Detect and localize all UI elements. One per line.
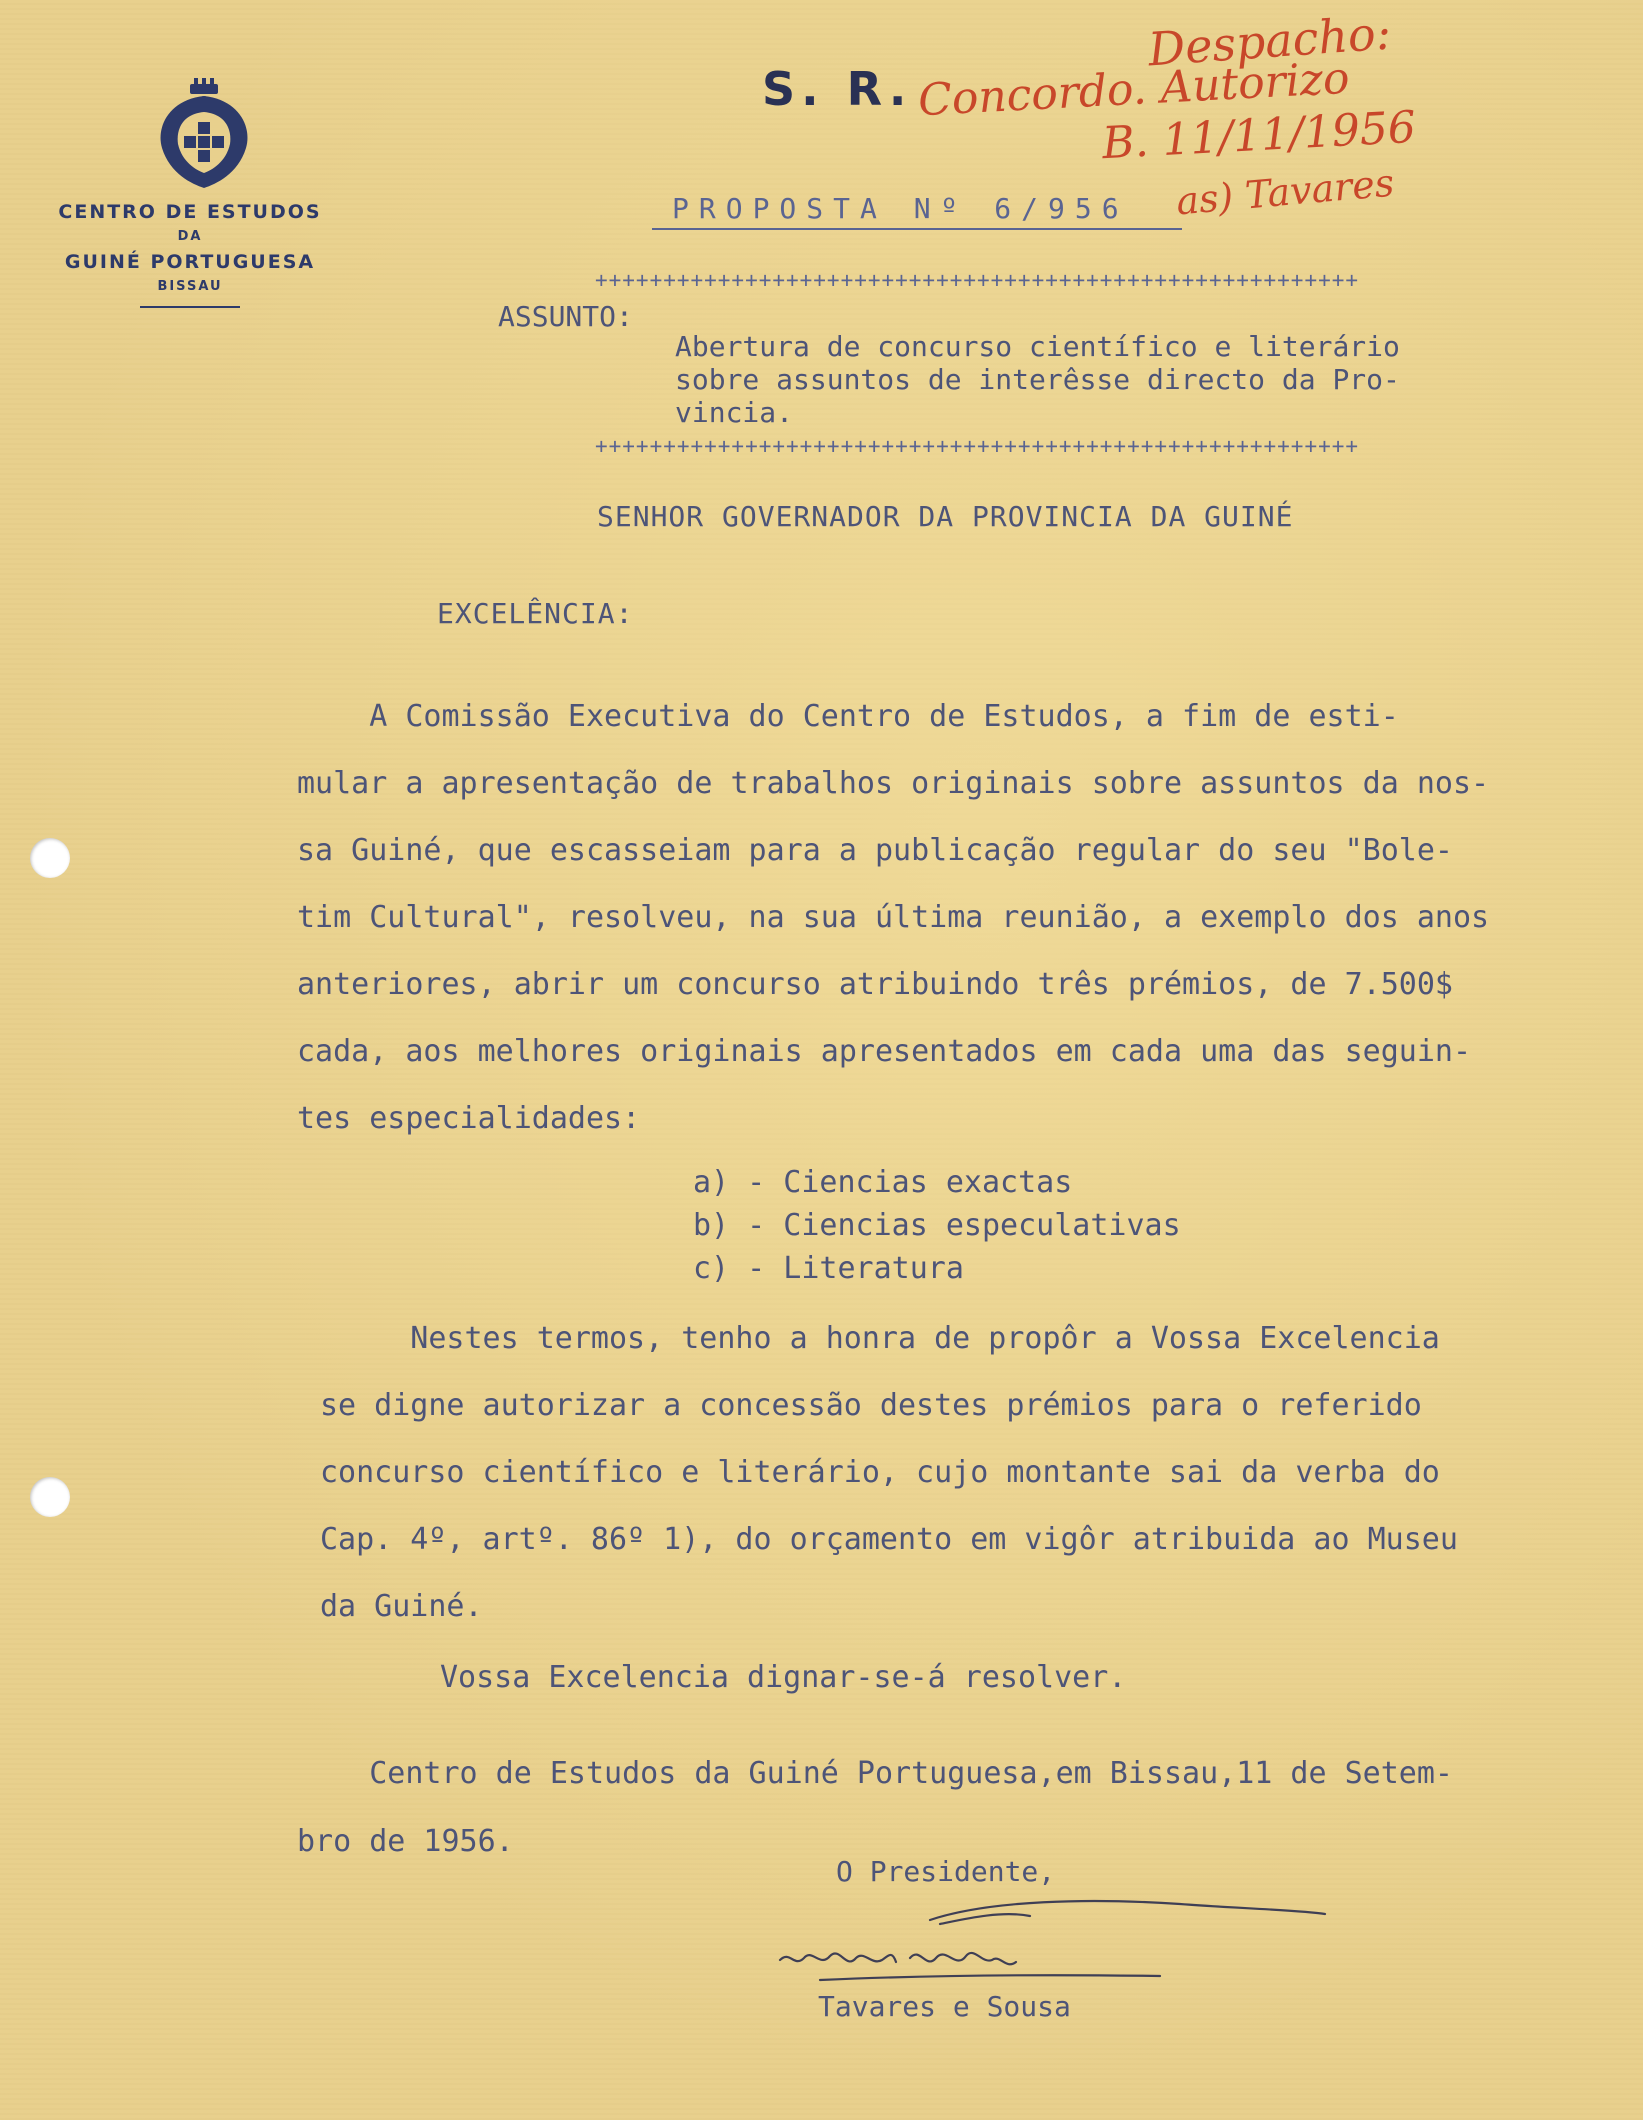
body-line: da Guiné. — [320, 1589, 483, 1624]
subject-text — [675, 330, 1400, 429]
proposal-underline — [652, 228, 1182, 230]
body-paragraph-2 — [320, 1305, 1458, 1640]
body-line: anteriores, abrir um concurso atribuindo três prémios, de 7.500$ — [297, 967, 1453, 1002]
body-line: tes especialidades: — [297, 1101, 641, 1136]
body-line: se digne autorizar a concessão destes prémios para o referido — [320, 1388, 1422, 1423]
list-item: b) - Ciencias especulativas — [693, 1208, 1181, 1243]
letterhead — [30, 198, 350, 308]
body-line: tim Cultural", resolveu, na sua última reunião, a exemplo dos anos — [297, 900, 1490, 935]
salutation: EXCELÊNCIA: — [437, 597, 634, 630]
despatch-note-line-4: as) Tavares — [1174, 160, 1396, 224]
list-item: a) - Ciencias exactas — [693, 1165, 1073, 1200]
letterhead-line-2: DA — [177, 229, 203, 244]
body-line: Cap. 4º, artº. 86º 1), do orçamento em vigôr atribuida ao Museu — [320, 1522, 1458, 1557]
specialities-list — [693, 1161, 1181, 1290]
subject-line: vincia. — [675, 396, 794, 429]
letterhead-line-3: GUINÉ PORTUGUESA — [64, 251, 316, 273]
despatch-note-line-3: B. 11/11/1956 — [1100, 101, 1418, 170]
subject-label: ASSUNTO: — [498, 300, 633, 333]
subject-line: Abertura de concurso científico e literário — [675, 330, 1400, 363]
place-date-line: Centro de Estudos da Guiné Portuguesa,em Bissau,11 de Setem- — [297, 1756, 1453, 1791]
body-line: mular a apresentação de trabalhos originais sobre assuntos da nos- — [297, 766, 1490, 801]
list-item: c) - Literatura — [693, 1251, 964, 1286]
body-line: concurso científico e literário, cujo montante sai da verba do — [320, 1455, 1440, 1490]
plus-rule-bottom: ++++++++++++++++++++++++++++++++++++++++++++++++++++++++ — [595, 434, 1360, 458]
body-line: sa Guiné, que escasseiam para a publicação regular do seu "Bole- — [297, 833, 1453, 868]
body-paragraph-1 — [297, 683, 1489, 1152]
signature-icon — [760, 1880, 1340, 2000]
despatch-note-line-2: Concordo. Autorizo — [916, 52, 1351, 127]
subject-line: sobre assuntos de interêsse directo da Pro- — [675, 363, 1400, 396]
signer-name: Tavares e Sousa — [818, 1990, 1071, 2023]
despatch-note-line-1: Despacho: — [1146, 5, 1393, 77]
plus-rule-top: ++++++++++++++++++++++++++++++++++++++++++++++++++++++++ — [595, 268, 1360, 292]
coat-of-arms-icon — [148, 78, 260, 190]
letterhead-rule — [140, 306, 240, 308]
body-paragraph-3: Vossa Excelencia dignar-se-á resolver. — [440, 1660, 1127, 1695]
closing-title: O Presidente, — [836, 1855, 1056, 1888]
punch-hole-bottom — [30, 1477, 70, 1517]
addressee: SENHOR GOVERNADOR DA PROVINCIA DA GUINÉ — [597, 500, 1294, 533]
service-mark: S. R. — [762, 62, 913, 116]
body-line: cada, aos melhores originais apresentados em cada uma das seguin- — [297, 1034, 1471, 1069]
body-line: A Comissão Executiva do Centro de Estudos, a fim de esti- — [297, 699, 1399, 734]
letterhead-line-4: BISSAU — [157, 279, 223, 294]
body-line: Nestes termos, tenho a honra de propôr a Vossa Excelencia — [320, 1321, 1440, 1356]
proposal-title: PROPOSTA Nº 6/956 — [672, 192, 1129, 225]
place-date-line: bro de 1956. — [297, 1824, 514, 1859]
punch-hole-top — [30, 838, 70, 878]
letterhead-line-1: CENTRO DE ESTUDOS — [58, 201, 322, 223]
